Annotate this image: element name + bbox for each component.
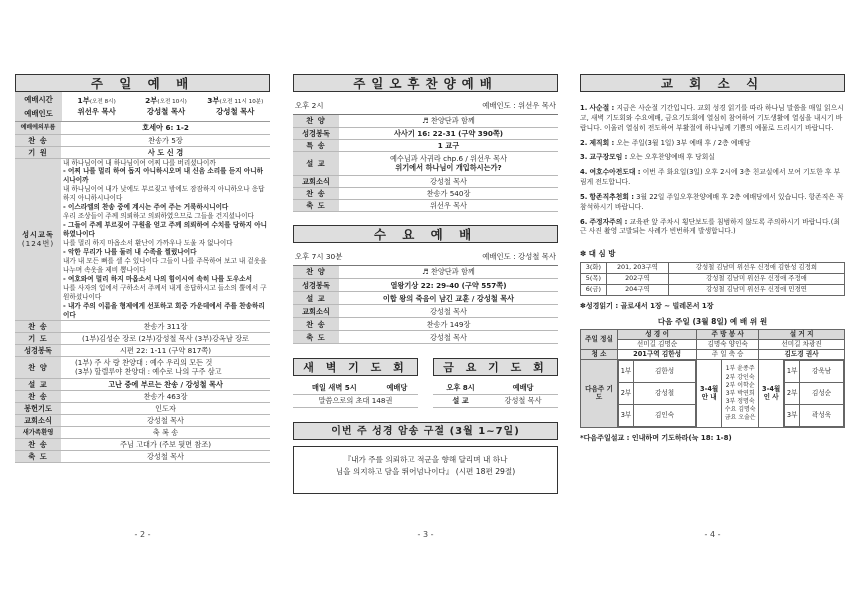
slot-lead: 강성철 목사 [216,106,255,116]
dawn-content: 말씀으로의 초대 148권 [293,394,418,407]
row-value: 강성철 목사 [339,331,558,344]
duty-names: 선미길 김명순 [618,340,697,350]
row-value: 강성철 목사 [61,414,270,426]
row-value: 강성철 목사 [339,305,558,318]
row-label: 교회소식 [15,414,61,426]
row-label: 교회소식 [293,175,339,187]
duty-head: 주 일 축 승 [697,350,759,360]
reading-line: 우리 조상들이 주께 의뢰하고 의뢰하였으므로 그들을 건지셨나이다 [63,212,254,221]
order-row [293,139,558,151]
row-value: 찬송가 5장 [61,134,270,146]
greeter-name: 곽성욱 [800,405,844,427]
order-row [15,134,270,146]
row-label: 찬 송 [15,438,61,450]
visitation-row [581,274,845,285]
order-row [293,115,558,127]
order-row [293,127,558,139]
news-number: 1. [580,104,588,112]
visit-area: 201, 203구역 [606,263,668,274]
row-label: 새가족환영 [15,426,61,438]
news-head: 교구장모임 : [589,153,628,162]
service-time: 오후 7시 30분 [295,251,343,261]
reading-line: 내 하나님이여 내 하나님이여 어찌 나를 버리셨나이까 [63,158,216,167]
news-list [580,104,845,237]
service-slot [201,96,270,117]
dawn-prayer-title: 새 벽 기 도 회 [293,358,418,376]
reading-line: - 이스라엘의 찬송 중에 계시는 주여 주는 거룩하시니이다 [63,203,229,212]
row-label: 성경봉독 [293,127,339,139]
page-number: - 2 - [134,530,151,539]
reading-line: - 어찌 나를 멀리 하여 돕지 아니하시오며 내 신음 소리를 듣지 아니하시나이까 [63,167,263,185]
row-value: ♬ 찬양단과 함께 [339,115,558,127]
section-title: 수 요 예 배 [293,225,558,243]
row-value: 강성철 목사 [339,175,558,187]
row-label: 성시교독 [22,230,54,240]
reading-line: - 내가 주의 이름을 형제에게 선포하고 회중 가운데에서 주를 찬송하리이다 [63,301,265,319]
friday-prayer-box [433,358,558,408]
order-row [293,187,558,199]
slot-lead: 위선우 목사 [77,106,116,116]
news-number: 6. [580,217,588,226]
visitation-title: ✽ 대 심 방 [580,249,616,259]
order-row [15,402,270,414]
memory-verse-box [293,446,558,494]
guide-list [722,365,758,422]
reading-line: - 그들이 주께 부르짖어 구원을 얻고 주께 의뢰하여 수치를 당하지 아니하였나이다 [63,221,268,239]
slot-num: 3부 [207,95,220,105]
prayer-leader: 김인숙 [634,405,696,427]
friday-preacher: 강성철 목사 [488,394,558,407]
choir-line: (1부) 주 사 랑 찬양대 : 예수 우리의 모든 것 [75,358,213,368]
service-num: 2부 [619,383,634,405]
reading-line: - 악한 무리가 나를 둘러 내 수족을 찔렀나이다 [63,248,197,257]
duty-table [580,329,845,428]
guide-entry: 2부 강인숙 [725,373,755,381]
page-church-news [580,74,845,443]
order-row [293,266,558,279]
news-head: 주정자주의 : [589,217,628,226]
row-label: 축 도 [293,331,339,344]
row-label: 교회소식 [293,305,339,318]
order-row [15,122,270,134]
slot-num: 1부 [77,95,90,105]
visit-day: 3(화) [581,263,607,274]
order-row [15,426,270,438]
order-row [293,151,558,175]
guide-entry: 3부 정명숙 [725,397,755,405]
service-meta [293,249,558,266]
row-label: 특 송 [293,139,339,151]
row-value: 1 교구 [339,139,558,151]
visit-area: 204구역 [606,285,668,296]
news-item [580,104,845,134]
label-worship-time: 예배시간 [24,94,53,104]
row-label: 찬 양 [293,266,339,279]
duty-head: 성 경 이 [618,330,697,340]
duty-names: 김명숙 양인숙 [697,340,759,350]
order-row [15,450,270,462]
order-row [15,332,270,344]
guide-label: 3-4월 안 내 [697,360,722,428]
service-leader: 예배인도 : 위선우 목사 [482,101,556,110]
order-row [15,414,270,426]
news-head: 여호수아전도대 : [589,168,641,177]
reading-line: 내가 내 모든 뼈를 셀 수 있나이다 그들이 나를 주목하여 보고 내 겉옷을 나누며 속옷을 제비 뽑나이다 [63,256,267,274]
memory-verse-line: 님을 의지하고 담을 뛰어넘나이다』 (시편 18편 29절) [335,467,516,477]
news-item [580,193,845,213]
visit-staff: 강성철 김남미 위선우 신정애 민경연 [668,285,844,296]
row-label: 찬 송 [293,187,339,199]
row-label: 설 교 [293,292,339,305]
duty-title: 다음 주일 (3월 8일) 예 배 위 원 [657,317,768,327]
friday-prayer-title: 금 요 기 도 회 [433,358,558,376]
service-num: 2부 [785,383,800,405]
row-label: 기 도 [15,332,61,344]
dawn-time: 매일 새벽 5시 [293,381,376,394]
row-value: 축 복 송 [61,426,270,438]
order-row [293,305,558,318]
next-sermon-note: *다음주일설교 : 인내하며 기도하라(눅 18: 1-8) [580,434,732,443]
choir-line: (3부) 할렐루야 찬양대 : 예수로 나의 구주 삼고 [75,367,222,377]
visit-area: 202구역 [606,274,668,285]
row-value: 사 도 신 경 [61,146,270,158]
row-label: 찬 송 [15,134,61,146]
section-title: 주일오후찬양예배 [293,74,558,92]
sermon-series: 예수님과 사귀라 chp.6 / 위선우 목사 [389,154,508,163]
order-row [15,344,270,356]
label-worship-leader: 예배인도 [24,109,53,119]
row-value: 위선우 목사 [339,199,558,211]
service-num: 3부 [785,405,800,427]
guide-entry: 3부 박연희 [725,389,755,397]
visit-day: 5(목) [581,274,607,285]
row-value: 찬송가 463장 [61,390,270,402]
row-value: 열왕기상 22: 29-40 (구약 557쪽) [339,279,558,292]
service-num: 1부 [785,361,800,383]
visit-staff: 강성철 김남미 위선우 신정애 김한성 김정희 [668,263,844,274]
service-leader: 예배인도 : 강성철 목사 [482,251,556,261]
service-slot [131,96,200,117]
duty-names: 선미길 차광진 [759,340,845,350]
row-label: 찬 송 [15,390,61,402]
news-body: 지금은 사순절 기간입니다. 교회 성경 읽기를 따라 하나님 말씀을 매일 읽으시고, 새벽 기도회와 수요예배, 금요기도회에 열심히 참여하여 기도생활에 열심을 내시기 바랍니다. 이울러 열심히 전도하여 부활절에 하나님께 기쁨의 예물로 드리시기 바랍니다. [580,104,844,132]
reading-number: (124번) [21,239,55,249]
order-row [15,438,270,450]
section-title: 주 일 예 배 [15,74,270,92]
reading-text [63,159,268,320]
reading-line: - 여호와여 멀리 하지 마옵소서 나의 힘이시여 속히 나를 도우소서 [63,274,253,283]
row-value: 강성철 목사 [61,450,270,462]
news-number: 4. [580,168,588,177]
greeter-name: 김성순 [800,383,844,405]
order-row [293,279,558,292]
row-label: 찬 송 [293,318,339,331]
slot-num: 2부 [145,95,158,105]
service-num: 3부 [619,405,634,427]
dawn-prayer-box [293,358,418,408]
sermon-title: 이합 왕의 죽음이 남긴 교훈 / 강성철 목사 [339,292,558,305]
row-label: 설 교 [15,378,61,390]
news-number: 3. [580,153,588,162]
prayer-leader: 강성철 [634,383,696,405]
news-item [580,168,845,188]
visitation-row [581,285,845,296]
slot-lead: 강성철 목사 [146,106,186,116]
duty-label: 주일 정실 [581,330,618,350]
row-label: 찬 송 [15,320,61,332]
memory-verse-line: 『내가 주를 의뢰하고 적군을 향해 달리며 내 하나 [343,454,508,464]
news-body: 오는 주일(3월 1일) 3부 예배 후 / 2층 예배당 [616,138,751,147]
row-value: 인도자 [61,402,270,414]
page-number: - 4 - [704,530,721,539]
memory-verse-title: 이번 주 성경 암송 구절 (3월 1~7일) [293,422,558,440]
order-row [15,378,270,390]
news-item [580,153,845,163]
row-label: 성경봉독 [293,279,339,292]
row-label: 찬 양 [293,115,339,127]
afternoon-order [293,115,558,212]
friday-place: 예배당 [488,381,558,394]
visit-day: 6(금) [581,285,607,296]
slot-time: (오전 11시 10분) [219,98,264,105]
row-value: 찬송가 311장 [61,320,270,332]
visitation-table [580,262,845,296]
duty-head: 설 거 지 [759,330,845,340]
service-num: 1부 [619,361,634,383]
duty-names: 201구역 김한성 [618,350,697,360]
order-row [15,390,270,402]
order-row [293,199,558,211]
order-row [293,331,558,344]
row-label: 성경봉독 [15,344,61,356]
prayer-leader: 김한성 [634,361,696,383]
order-row [15,146,270,158]
row-label: 기 원 [15,146,61,158]
slot-time: (오전 8시) [89,98,116,105]
page-afternoon-wednesday [293,74,558,494]
row-label: 찬 양 [15,356,61,378]
greeter-label: 3-4월 인 사 [759,360,784,428]
page-number: - 3 - [417,530,434,539]
bible-reading-plan: ✽성경읽기 : 골로새서 1장 ~ 빌레몬서 1장 [580,302,714,311]
guide-entry: 수요 김명숙 [724,405,756,413]
guide-entry: 1부 윤종주 [725,365,755,373]
reading-line: 내 하나님이여 내가 낮에도 부르짖고 밤에도 잠잠하지 아니하오나 응답하지 아니하시나이다 [63,185,265,203]
news-body: 이번 주 화요일(3일) 오후 2시에 3층 친교실에서 모여 기도한 후 부림게 전도합니다. [580,168,841,187]
slot-time: (오전 10시) [157,98,187,105]
sermon-title: 고난 중에 부르는 찬송 / 강성철 목사 [61,378,270,390]
order-row [293,318,558,331]
service-slot [62,96,131,117]
row-value: ♬ 찬양단과 함께 [339,266,558,279]
guide-entry: 금요 오술은 [724,414,756,422]
row-value: 주님 고대가 (주보 뒷면 참조) [61,438,270,450]
sermon-title: 위기에서 하나님이 개입하시는가? [395,163,502,172]
news-body: 3월 22일 주일오후찬양예배 후 2층 예배당에서 있습니다. 항존직은 꼭 참석하시기 바랍니다. [580,192,844,211]
order-row [15,320,270,332]
row-label: 예배에의부름 [15,122,61,134]
row-label: 봉헌기도 [15,402,61,414]
row-value: (1부)김성순 장로 (2부)강성철 목사 (3부)강옥남 장로 [61,332,270,344]
news-head: 사순절 : [589,104,615,112]
friday-time: 오후 8시 [433,381,488,394]
row-label: 축 도 [15,450,61,462]
row-label: 설 교 [293,151,339,175]
row-value: 시편 22: 1-11 (구약 817쪽) [61,344,270,356]
row-value: 찬송가 149장 [339,318,558,331]
reading-line: 나를 멀리 하지 마옵소서 환난이 가까우나 도울 자 없나이다 [63,239,233,248]
news-head: 항존직추천회 : [589,192,634,201]
service-time: 오후 2시 [295,101,324,110]
section-title: 교 회 소 식 [580,74,845,92]
news-number: 5. [580,192,588,201]
prayer-meetings [293,358,558,408]
reading-line: 나를 사자의 입에서 구하소서 주께서 내게 응답하시고 들소의 뿔에서 구원하셨나이다 [63,283,267,301]
guide-entry: 2부 이학순 [725,381,755,389]
row-value: 사사기 16: 22-31 (구약 390쪽) [339,127,558,139]
news-head: 제직회 : [589,138,615,147]
responsive-reading-row [15,158,270,320]
greeter-name: 강욱남 [800,361,844,383]
order-row [15,356,270,378]
row-value: 찬송가 540장 [339,187,558,199]
visitation-row [581,263,845,274]
service-times-header [15,92,270,122]
news-body: 교육관 앞 주차시 횡단보도를 침범하지 않도록 주의하시기 바랍니다.(최근 사진 촬영 고발되는 사례가 빈번하게 발생합니다.) [580,217,840,236]
news-number: 2. [580,138,588,147]
news-body: 오는 오후찬양예배 후 당회실 [629,153,715,162]
service-meta [293,98,558,115]
row-label: 축 도 [293,199,339,211]
news-item [580,139,845,149]
order-row [293,175,558,187]
order-row [293,292,558,305]
dawn-place: 예배당 [376,381,418,394]
visit-staff: 강성철 김남미 위선우 신정애 주정애 [668,274,844,285]
wednesday-order [293,266,558,345]
duty-head: 주 방 봉 사 [697,330,759,340]
duty-names: 김도경 권사 [759,350,845,360]
news-item [580,218,845,238]
friday-label: 설 교 [433,394,488,407]
duty-label: 청 소 [581,350,618,360]
page-sunday-worship [15,74,270,463]
prayer-label: 다음주 기 도 [581,360,618,428]
order-of-worship [15,122,270,463]
row-value: 호세아 6: 1-2 [61,122,270,134]
